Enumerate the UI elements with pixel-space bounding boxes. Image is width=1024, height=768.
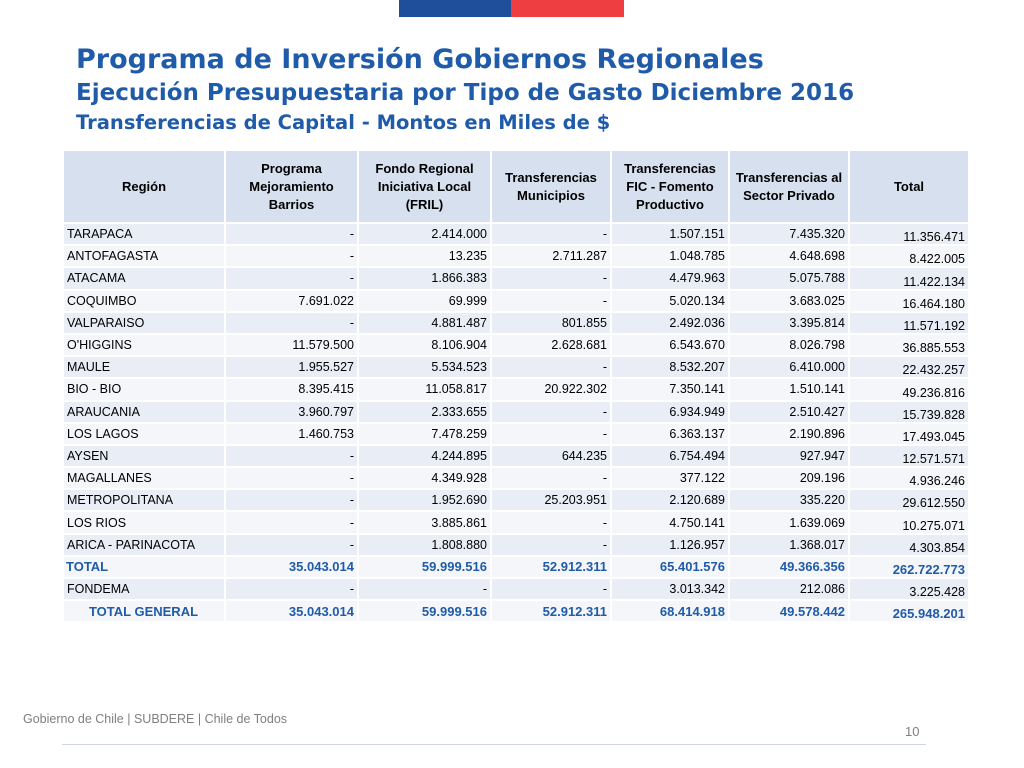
value-cell: 11.579.500 (225, 334, 358, 356)
row-label-cell: AYSEN (63, 445, 225, 467)
value-cell: 1.368.017 (729, 534, 849, 556)
page-subtitle: Ejecución Presupuestaria por Tipo de Gasto Diciembre 2016 (76, 80, 855, 106)
value-cell: - (491, 401, 611, 423)
value-cell: 11.422.134 (849, 267, 969, 289)
row-label-cell: ARAUCANIA (63, 401, 225, 423)
value-cell: 52.912.311 (491, 600, 611, 622)
column-header: Fondo Regional Iniciativa Local (FRIL) (358, 150, 491, 223)
value-cell: 3.395.814 (729, 312, 849, 334)
value-cell: 3.225.428 (849, 578, 969, 600)
table-row (63, 356, 969, 378)
table-row (63, 245, 969, 267)
value-cell: 2.333.655 (358, 401, 491, 423)
value-cell: - (358, 578, 491, 600)
value-cell: 212.086 (729, 578, 849, 600)
value-cell: 65.401.576 (611, 556, 729, 578)
flag-red-stripe (511, 0, 624, 17)
value-cell: 2.414.000 (358, 223, 491, 245)
value-cell: - (491, 267, 611, 289)
row-label-cell: LOS LAGOS (63, 423, 225, 445)
value-cell: - (225, 534, 358, 556)
column-header: Programa Mejoramiento Barrios (225, 150, 358, 223)
value-cell: 7.350.141 (611, 378, 729, 400)
table-row (63, 489, 969, 511)
value-cell: - (491, 578, 611, 600)
total-row (63, 600, 969, 622)
value-cell: 4.349.928 (358, 467, 491, 489)
value-cell: 2.711.287 (491, 245, 611, 267)
row-label-cell: VALPARAISO (63, 312, 225, 334)
value-cell: 8.106.904 (358, 334, 491, 356)
value-cell: - (225, 467, 358, 489)
value-cell: 68.414.918 (611, 600, 729, 622)
value-cell: 3.885.861 (358, 511, 491, 533)
value-cell: - (225, 267, 358, 289)
value-cell: 1.048.785 (611, 245, 729, 267)
table-row (63, 423, 969, 445)
page-subtitle-2: Transferencias de Capital - Montos en Miles de $ (76, 111, 611, 134)
table-row (63, 267, 969, 289)
value-cell: 2.628.681 (491, 334, 611, 356)
value-cell: 644.235 (491, 445, 611, 467)
value-cell: 20.922.302 (491, 378, 611, 400)
value-cell: 927.947 (729, 445, 849, 467)
row-label-cell: TOTAL GENERAL (63, 600, 225, 622)
value-cell: 1.460.753 (225, 423, 358, 445)
row-label-cell: ANTOFAGASTA (63, 245, 225, 267)
value-cell: 1.955.527 (225, 356, 358, 378)
value-cell: - (491, 534, 611, 556)
value-cell: 801.855 (491, 312, 611, 334)
row-label-cell: COQUIMBO (63, 290, 225, 312)
value-cell: 49.236.816 (849, 378, 969, 400)
value-cell: 4.750.141 (611, 511, 729, 533)
value-cell: 16.464.180 (849, 290, 969, 312)
value-cell: 2.492.036 (611, 312, 729, 334)
value-cell: 1.126.957 (611, 534, 729, 556)
value-cell: 4.244.895 (358, 445, 491, 467)
value-cell: 209.196 (729, 467, 849, 489)
value-cell: 8.532.207 (611, 356, 729, 378)
value-cell: 15.739.828 (849, 401, 969, 423)
value-cell: 2.510.427 (729, 401, 849, 423)
row-label-cell: METROPOLITANA (63, 489, 225, 511)
row-label-cell: FONDEMA (63, 578, 225, 600)
value-cell: 69.999 (358, 290, 491, 312)
footer-divider (62, 744, 926, 745)
value-cell: - (225, 578, 358, 600)
table-row (63, 290, 969, 312)
value-cell: - (491, 290, 611, 312)
value-cell: 13.235 (358, 245, 491, 267)
row-label-cell: ARICA - PARINACOTA (63, 534, 225, 556)
value-cell: 6.754.494 (611, 445, 729, 467)
value-cell: - (225, 511, 358, 533)
value-cell: 3.960.797 (225, 401, 358, 423)
value-cell: 35.043.014 (225, 556, 358, 578)
column-header: Total (849, 150, 969, 223)
value-cell: 11.058.817 (358, 378, 491, 400)
value-cell: 1.808.880 (358, 534, 491, 556)
value-cell: 335.220 (729, 489, 849, 511)
value-cell: - (225, 445, 358, 467)
value-cell: 5.020.134 (611, 290, 729, 312)
value-cell: 6.363.137 (611, 423, 729, 445)
row-label-cell: O'HIGGINS (63, 334, 225, 356)
row-label-cell: BIO - BIO (63, 378, 225, 400)
value-cell: 4.479.963 (611, 267, 729, 289)
value-cell: 36.885.553 (849, 334, 969, 356)
value-cell: - (491, 423, 611, 445)
value-cell: 4.881.487 (358, 312, 491, 334)
value-cell: 10.275.071 (849, 511, 969, 533)
row-label-cell: TARAPACA (63, 223, 225, 245)
value-cell: 2.190.896 (729, 423, 849, 445)
value-cell: 8.395.415 (225, 378, 358, 400)
flag-blue-stripe (399, 0, 511, 17)
value-cell: 6.934.949 (611, 401, 729, 423)
value-cell: - (225, 312, 358, 334)
value-cell: 7.691.022 (225, 290, 358, 312)
value-cell: 59.999.516 (358, 556, 491, 578)
value-cell: 7.435.320 (729, 223, 849, 245)
total-row (63, 556, 969, 578)
table-header-row (63, 150, 969, 223)
value-cell: 29.612.550 (849, 489, 969, 511)
value-cell: 265.948.201 (849, 600, 969, 622)
table-row (63, 511, 969, 533)
value-cell: 1.507.151 (611, 223, 729, 245)
value-cell: 1.639.069 (729, 511, 849, 533)
page-number: 10 (905, 724, 920, 739)
row-label-cell: TOTAL (63, 556, 225, 578)
value-cell: - (225, 489, 358, 511)
value-cell: 7.478.259 (358, 423, 491, 445)
value-cell: - (225, 245, 358, 267)
value-cell: 49.578.442 (729, 600, 849, 622)
row-label-cell: MAGALLANES (63, 467, 225, 489)
value-cell: 8.026.798 (729, 334, 849, 356)
table-row (63, 534, 969, 556)
value-cell: 2.120.689 (611, 489, 729, 511)
value-cell: 22.432.257 (849, 356, 969, 378)
table-row (63, 334, 969, 356)
value-cell: 6.410.000 (729, 356, 849, 378)
value-cell: - (491, 511, 611, 533)
value-cell: 1.866.383 (358, 267, 491, 289)
value-cell: 3.683.025 (729, 290, 849, 312)
value-cell: 17.493.045 (849, 423, 969, 445)
value-cell: 1.510.141 (729, 378, 849, 400)
row-label-cell: ATACAMA (63, 267, 225, 289)
value-cell: 262.722.773 (849, 556, 969, 578)
table-row (63, 401, 969, 423)
value-cell: 25.203.951 (491, 489, 611, 511)
value-cell: 5.534.523 (358, 356, 491, 378)
value-cell: - (491, 223, 611, 245)
value-cell: - (491, 356, 611, 378)
value-cell: 12.571.571 (849, 445, 969, 467)
value-cell: 377.122 (611, 467, 729, 489)
value-cell: 6.543.670 (611, 334, 729, 356)
table-row (63, 312, 969, 334)
value-cell: 5.075.788 (729, 267, 849, 289)
value-cell: 8.422.005 (849, 245, 969, 267)
value-cell: 59.999.516 (358, 600, 491, 622)
value-cell: 4.936.246 (849, 467, 969, 489)
value-cell: 11.356.471 (849, 223, 969, 245)
value-cell: 52.912.311 (491, 556, 611, 578)
column-header: Transferencias Municipios (491, 150, 611, 223)
column-header: Transferencias FIC - Fomento Productivo (611, 150, 729, 223)
value-cell: - (225, 223, 358, 245)
column-header: Región (63, 150, 225, 223)
table-row (63, 467, 969, 489)
row-label-cell: LOS RIOS (63, 511, 225, 533)
page-title: Programa de Inversión Gobiernos Regionales (76, 44, 764, 75)
value-cell: 49.366.356 (729, 556, 849, 578)
value-cell: 4.648.698 (729, 245, 849, 267)
table-row (63, 223, 969, 245)
value-cell: 3.013.342 (611, 578, 729, 600)
value-cell: 11.571.192 (849, 312, 969, 334)
value-cell: 4.303.854 (849, 534, 969, 556)
table-row (63, 378, 969, 400)
value-cell: - (491, 467, 611, 489)
row-label-cell: MAULE (63, 356, 225, 378)
footer-text: Gobierno de Chile | SUBDERE | Chile de Todos (23, 712, 288, 726)
value-cell: 1.952.690 (358, 489, 491, 511)
fondema-row (63, 578, 969, 600)
budget-table (62, 149, 970, 623)
table-row (63, 445, 969, 467)
column-header: Transferencias al Sector Privado (729, 150, 849, 223)
value-cell: 35.043.014 (225, 600, 358, 622)
